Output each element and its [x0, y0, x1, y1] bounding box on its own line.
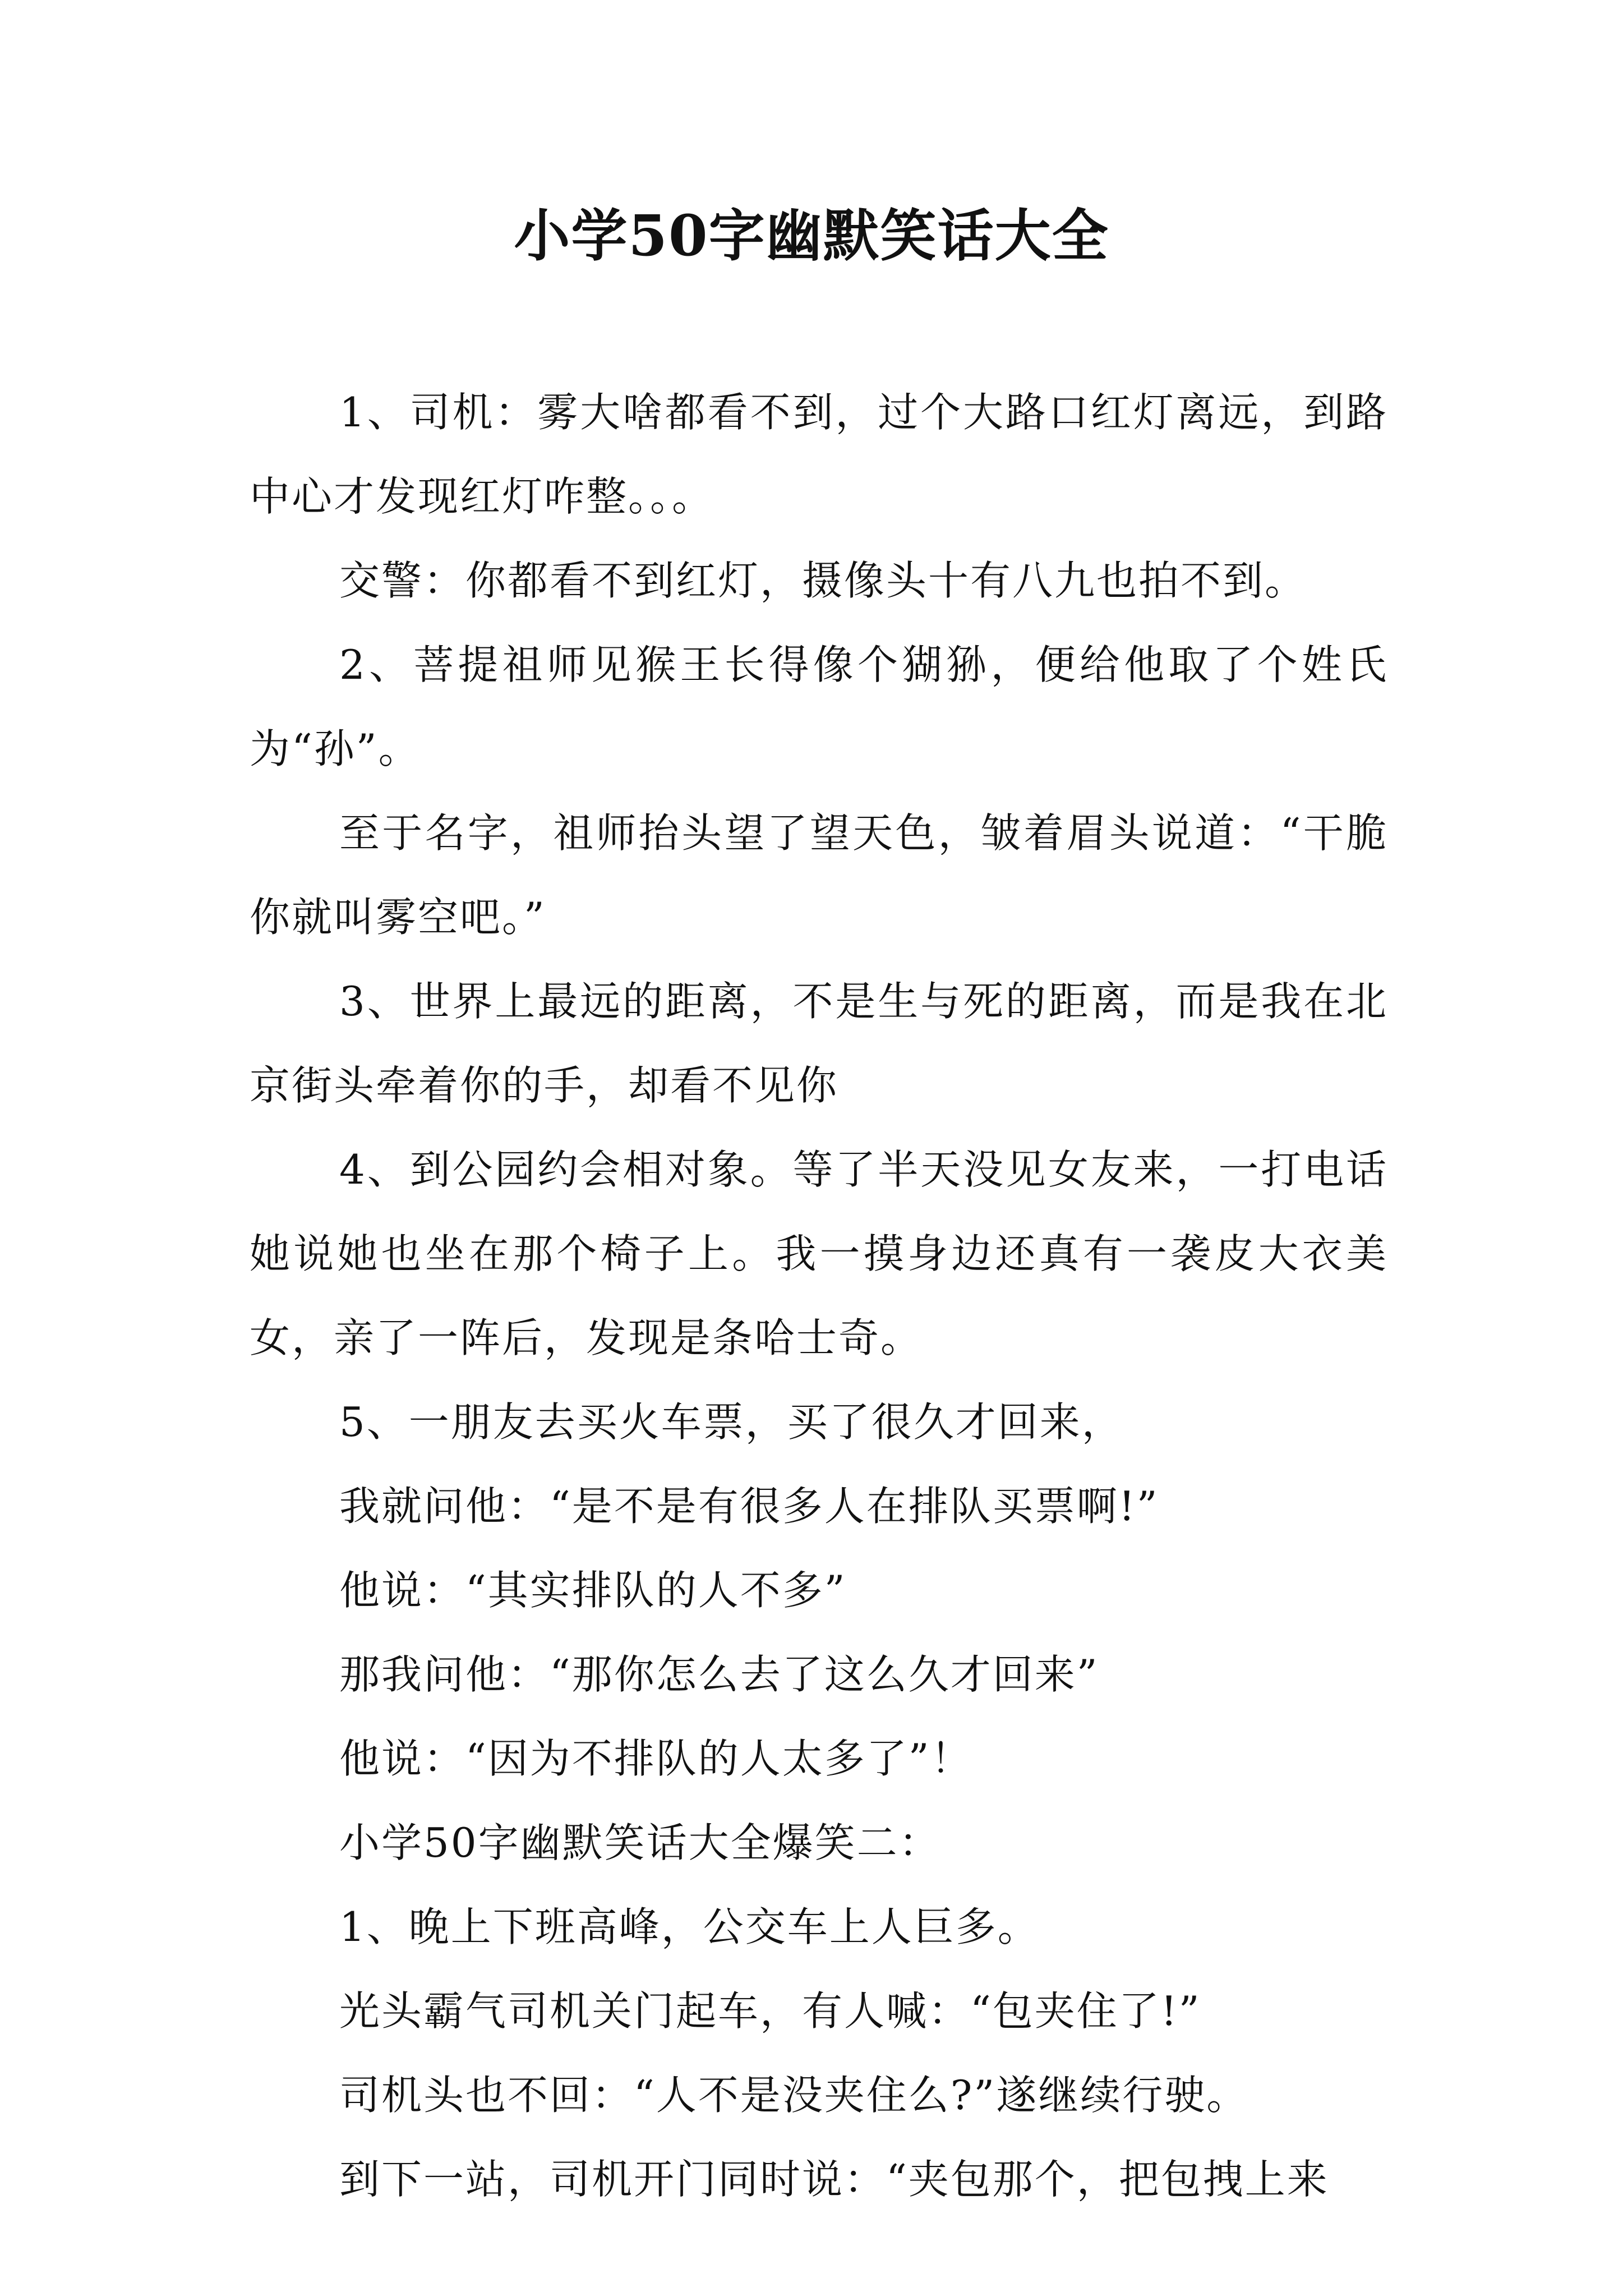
- paragraph: 光头霸气司机关门起车，有人喊：“包夹住了!”: [339, 1987, 1201, 2035]
- document-body: [250, 370, 1388, 2221]
- paragraph: 3、世界上最远的距离，不是生与死的距离，而是我在北京街头牵着你的手，却看不见你: [250, 978, 1388, 1109]
- paragraph: 司机头也不回：“人不是没夹住么?”遂继续行驶。: [339, 2072, 1249, 2119]
- paragraph: 5、一朋友去买火车票，买了很久才回来，: [339, 1398, 1124, 1446]
- paragraph: 2、菩提祖师见猴王长得像个猢狲，便给他取了个姓氏为“孙”。: [250, 641, 1388, 772]
- paragraph: 他说：“因为不排队的人太多了”！: [339, 1735, 973, 1782]
- paragraph: 那我问他：“那你怎么去了这么久才回来”: [339, 1651, 1099, 1698]
- paragraph: 他说：“其实排队的人不多”: [339, 1567, 847, 1614]
- paragraph: 我就问他：“是不是有很多人在排队买票啊!”: [339, 1483, 1159, 1530]
- paragraph: 4、到公园约会相对象。等了半天没见女友来，一打电话她说她也坐在那个椅子上。我一摸身边还真有一袭皮大衣美女，亲了一阵后，发现是条哈士奇。: [250, 1146, 1388, 1361]
- document-title: 小学50字幽默笑话大全: [514, 203, 1109, 269]
- paragraph: 到下一站，司机开门同时说：“夹包那个，把包拽上来: [339, 2156, 1329, 2203]
- paragraph: 至于名字，祖师抬头望了望天色，皱着眉头说道：“干脆你就叫雾空吧。”: [250, 809, 1388, 941]
- paragraph: 1、晚上下班高峰，公交车上人巨多。: [339, 1903, 1040, 1950]
- paragraph: 1、司机：雾大啥都看不到，过个大路口红灯离远，到路中心才发现红灯咋整。。。: [250, 389, 1388, 520]
- section-heading: 小学50字幽默笑话大全爆笑二：: [339, 1819, 941, 1866]
- paragraph: 交警：你都看不到红灯，摄像头十有八九也拍不到。: [339, 557, 1307, 604]
